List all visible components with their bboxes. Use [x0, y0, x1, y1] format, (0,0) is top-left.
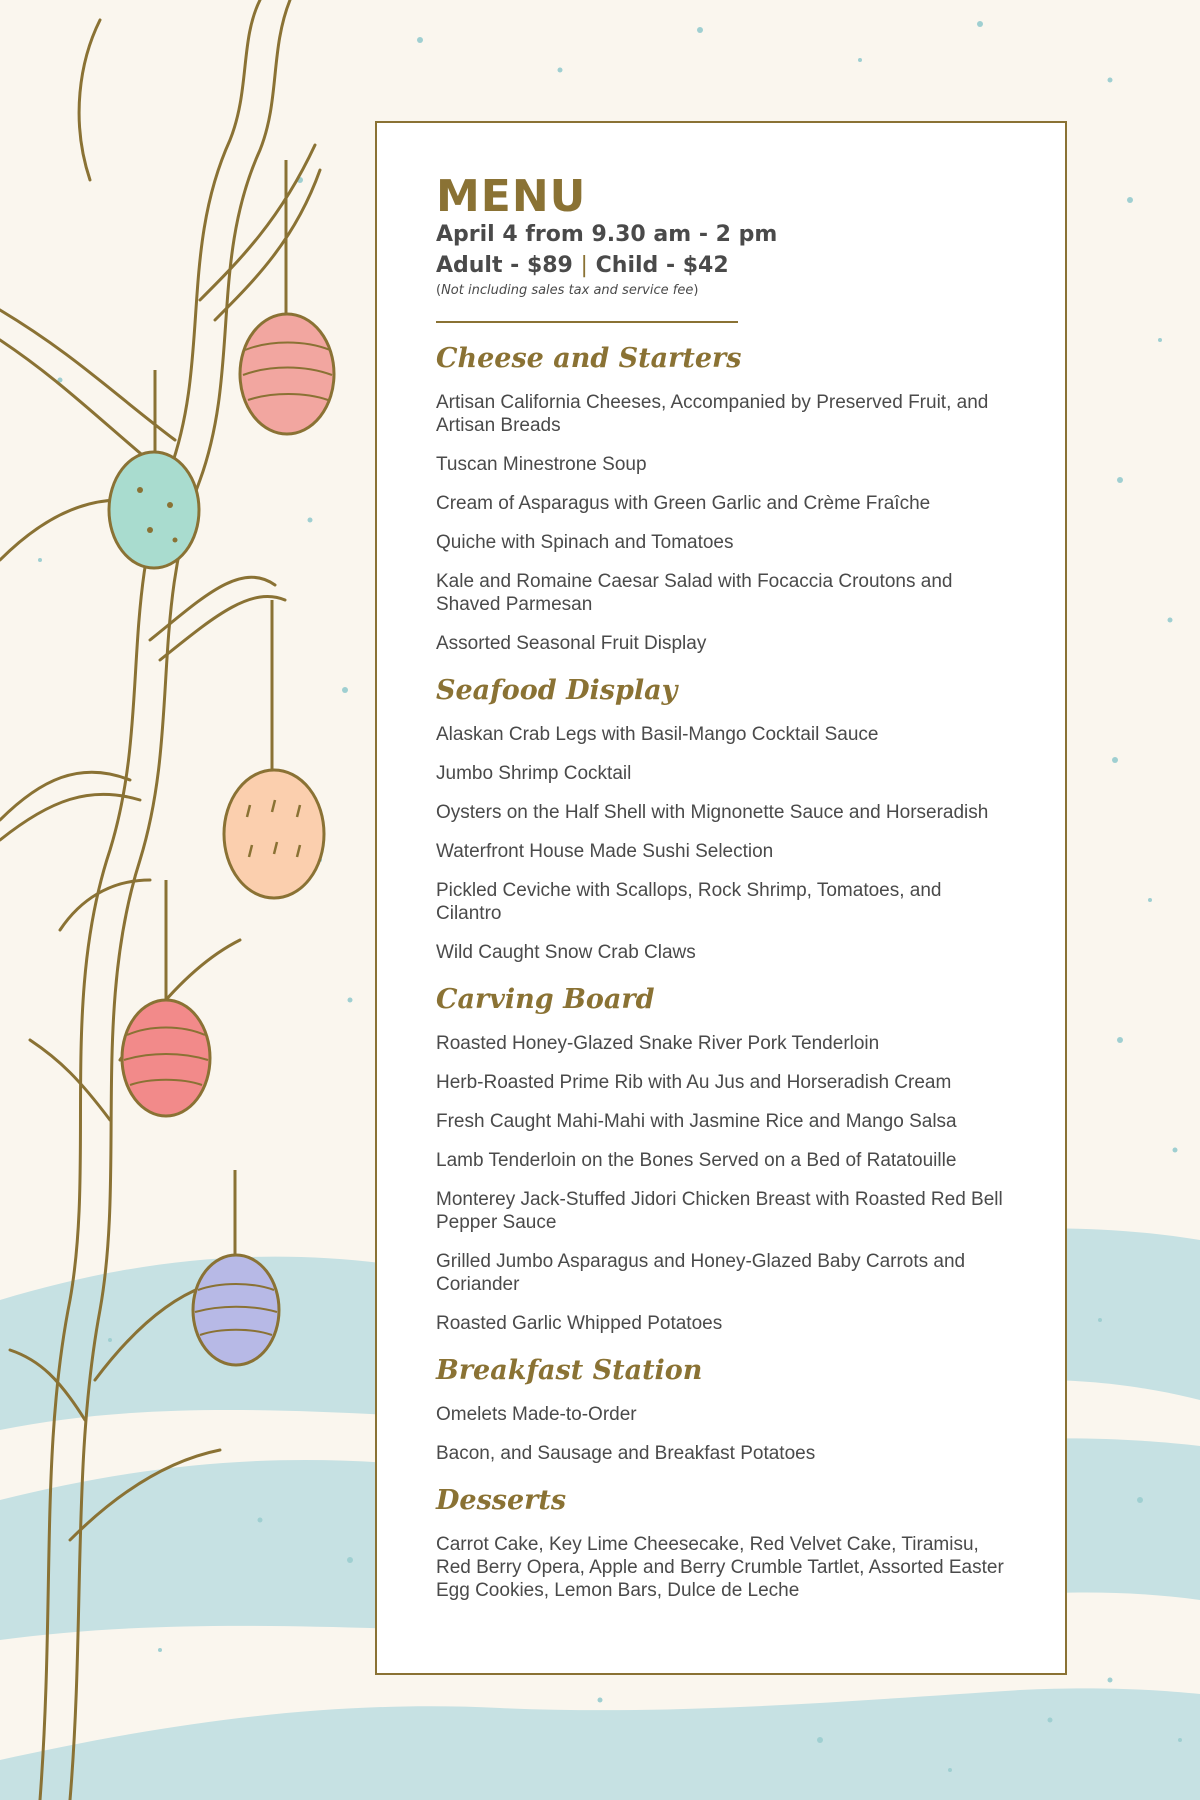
price-line [436, 250, 1007, 281]
menu-item: Assorted Seasonal Fruit Display [436, 633, 707, 654]
menu-item: Waterfront House Made Sushi Selection [436, 841, 774, 862]
section-title: Seafood Display [436, 675, 678, 706]
section-desserts [436, 1481, 1007, 1602]
item-list [436, 1403, 1007, 1465]
menu-item: Kale and Romaine Caesar Salad with Focaccia Croutons and Shaved Parmesan [436, 571, 953, 615]
section-breakfast-station [436, 1351, 1007, 1465]
item-list [436, 1032, 1007, 1335]
adult-price: Adult - $89 [436, 253, 573, 278]
section-title: Carving Board [436, 984, 655, 1015]
menu-item: Quiche with Spinach and Tomatoes [436, 532, 734, 553]
item-list [436, 723, 1007, 964]
header-divider [436, 321, 738, 323]
menu-item: Bacon, and Sausage and Breakfast Potatoes [436, 1443, 816, 1464]
section-title: Desserts [436, 1485, 567, 1516]
menu-item: Jumbo Shrimp Cocktail [436, 763, 632, 784]
menu-item: Cream of Asparagus with Green Garlic and Crème Fraîche [436, 493, 931, 514]
menu-item: Roasted Honey-Glazed Snake River Pork Tenderloin [436, 1033, 880, 1054]
menu-item: Wild Caught Snow Crab Claws [436, 942, 696, 963]
wave-band-3 [0, 1688, 1200, 1800]
menu-item: Lamb Tenderloin on the Bones Served on a Bed of Ratatouille [436, 1150, 957, 1171]
section-title: Breakfast Station [436, 1355, 703, 1386]
menu-item: Tuscan Minestrone Soup [436, 454, 647, 475]
child-price: Child - $42 [595, 253, 729, 278]
menu-title: MENU [436, 171, 587, 222]
price-separator: | [580, 253, 588, 278]
price-note: (Not including sales tax and service fee) [436, 283, 699, 298]
section-seafood-display [436, 671, 1007, 964]
section-carving-board [436, 980, 1007, 1335]
item-list [436, 391, 1007, 655]
menu-item: Herb-Roasted Prime Rib with Au Jus and Horseradish Cream [436, 1072, 952, 1093]
menu-item: Roasted Garlic Whipped Potatoes [436, 1313, 723, 1334]
menu-item: Alaskan Crab Legs with Basil-Mango Cocktail Sauce [436, 724, 879, 745]
peach-dotted-egg [224, 600, 324, 898]
menu-item: Fresh Caught Mahi-Mahi with Jasmine Rice and Mango Salsa [436, 1111, 957, 1132]
menu-item: Pickled Ceviche with Scallops, Rock Shrimp, Tomatoes, and Cilantro [436, 880, 942, 924]
section-title: Cheese and Starters [436, 343, 742, 374]
menu-item: Monterey Jack-Stuffed Jidori Chicken Breast with Roasted Red Bell Pepper Sauce [436, 1189, 1003, 1233]
menu-item: Grilled Jumbo Asparagus and Honey-Glazed Baby Carrots and Coriander [436, 1251, 966, 1295]
menu-item: Oysters on the Half Shell with Mignonette Sauce and Horseradish [436, 802, 989, 823]
coral-striped-egg [122, 880, 210, 1116]
desserts-list: Carrot Cake, Key Lime Cheesecake, Red Velvet Cake, Tiramisu, Red Berry Opera, Apple and Berry Crumble Tartlet, Assorted Easter Egg Cookies, Lemon Bars, Dulce de Leche [436, 1534, 1004, 1601]
section-cheese-starters [436, 339, 1007, 655]
date-line: April 4 from 9.30 am - 2 pm [436, 222, 778, 247]
pink-striped-egg [240, 160, 334, 434]
menu-card [375, 121, 1067, 1675]
menu-item: Omelets Made-to-Order [436, 1404, 637, 1425]
price-note-text: Not including sales tax and service fee [441, 283, 694, 298]
menu-item: Artisan California Cheeses, Accompanied by Preserved Fruit, and Artisan Breads [436, 392, 989, 436]
